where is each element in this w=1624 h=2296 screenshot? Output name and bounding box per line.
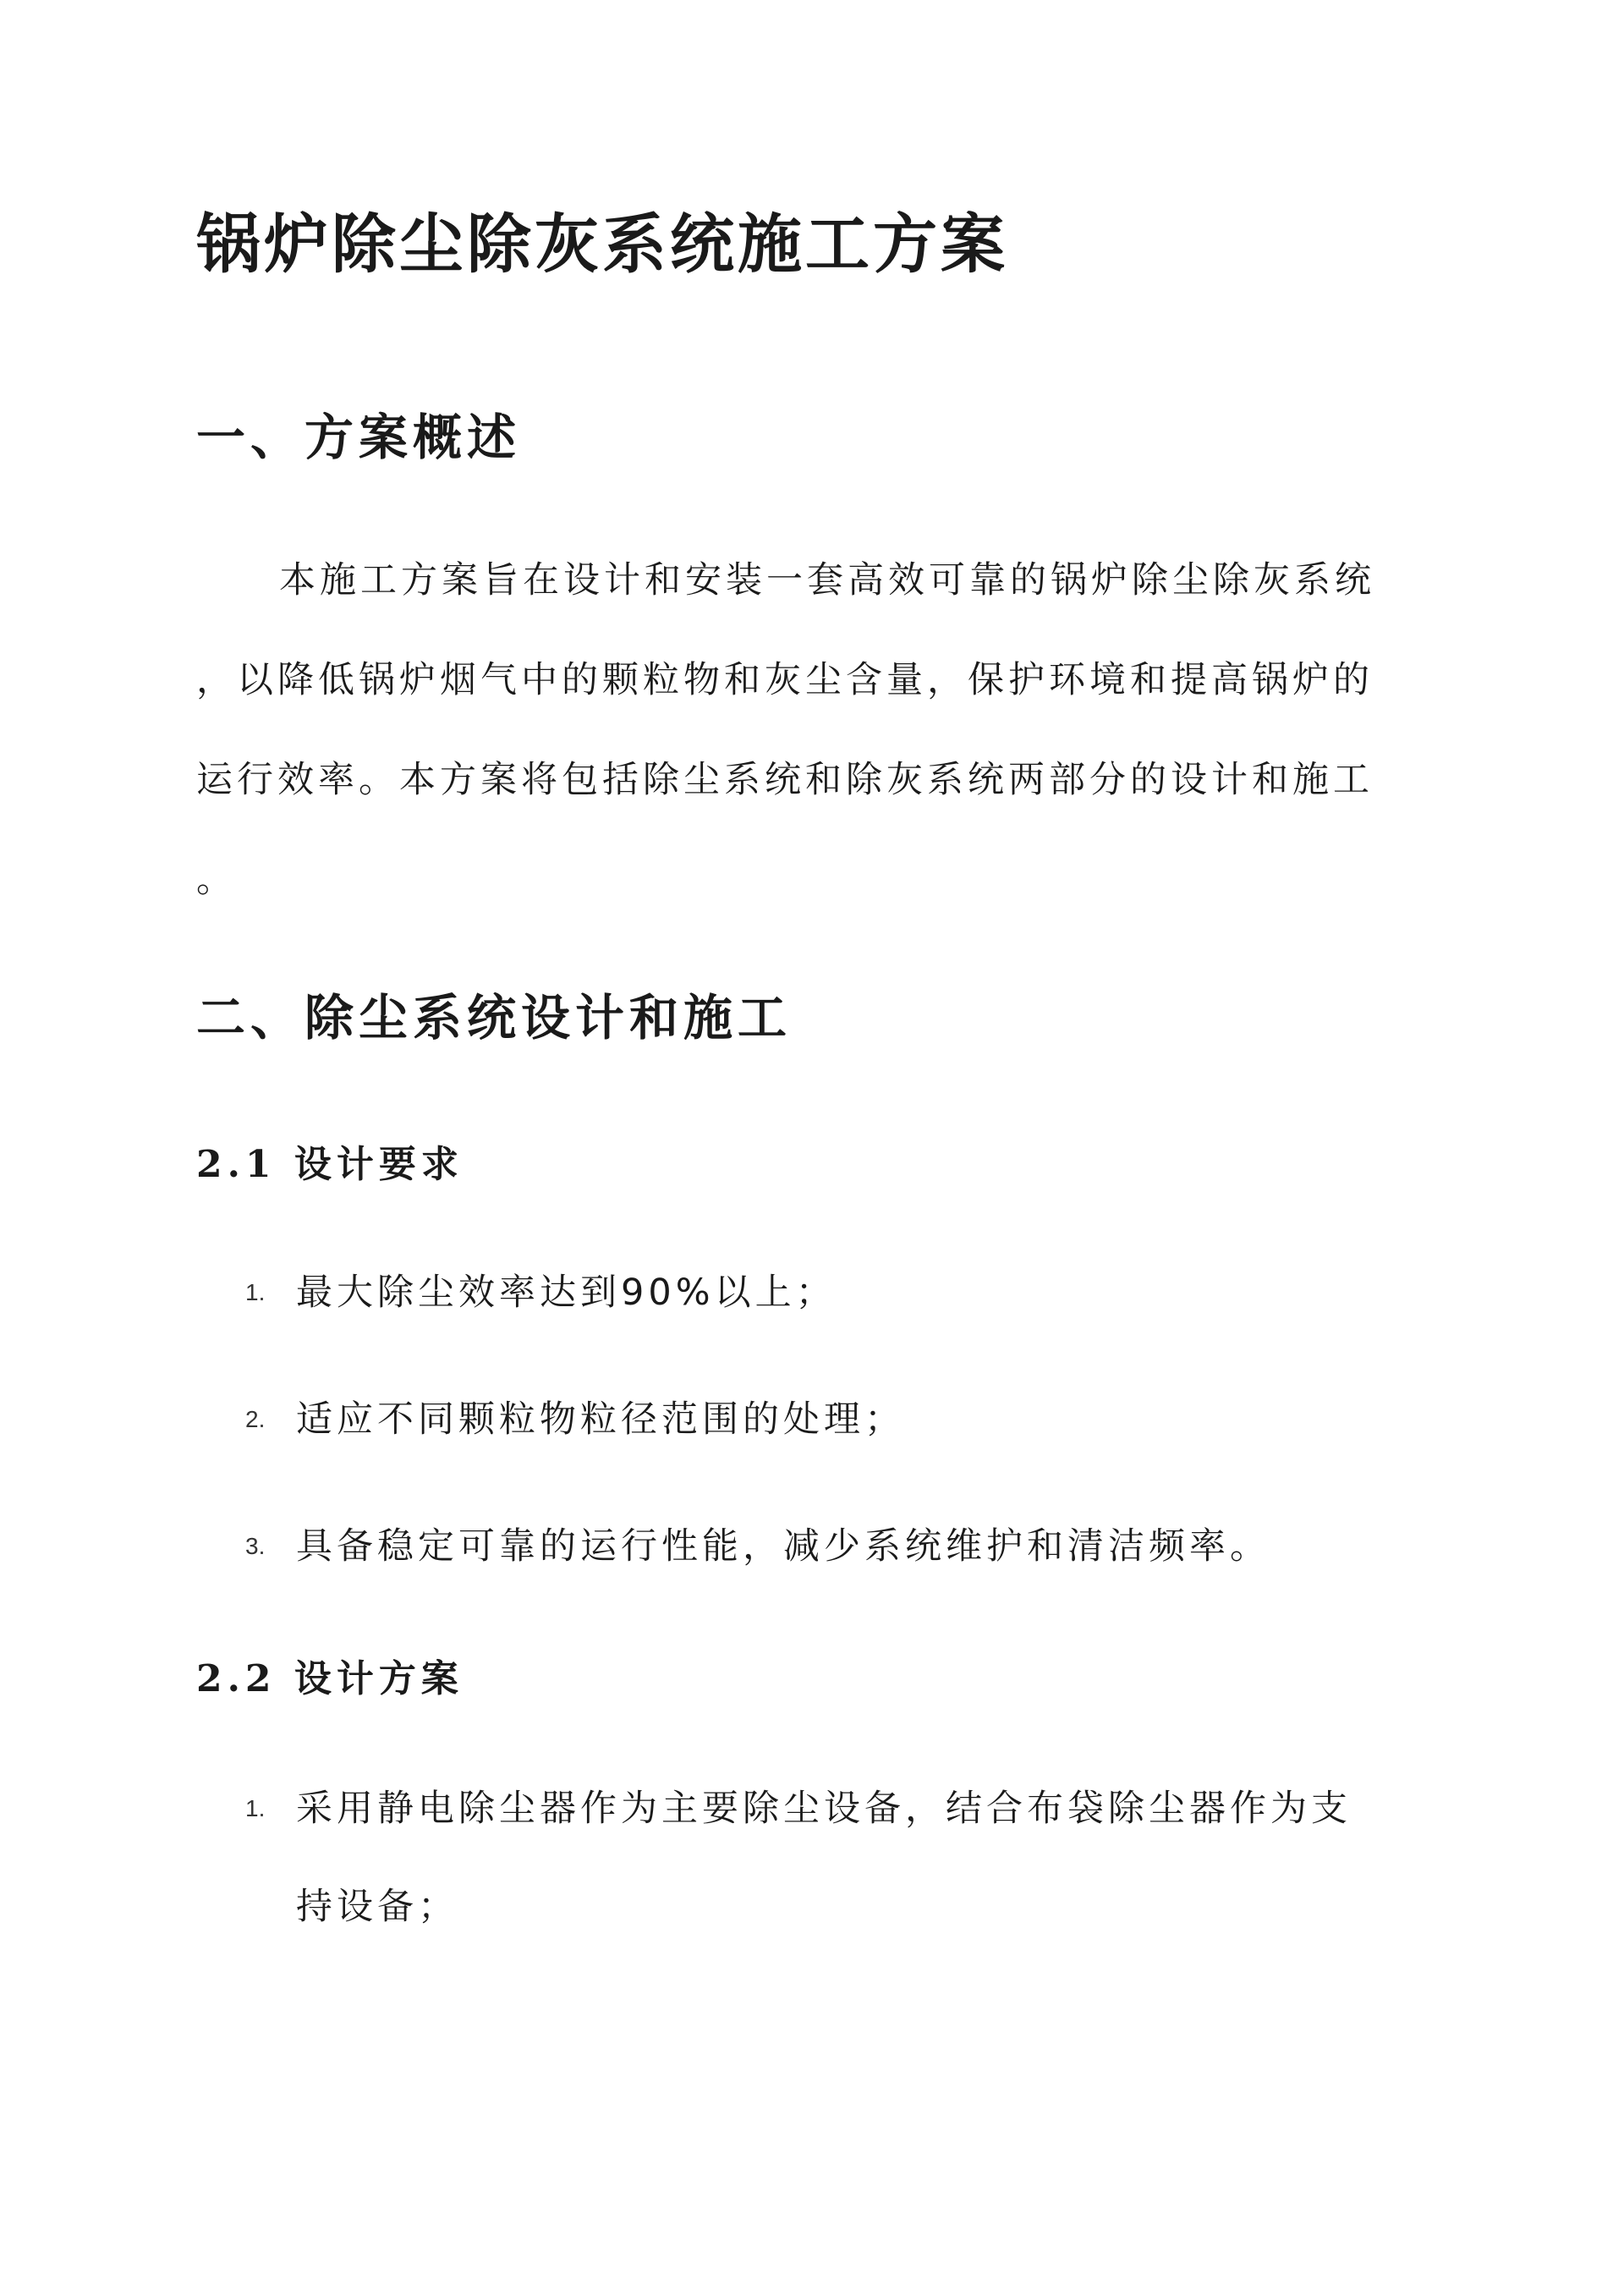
subsection-2-2-heading: 2.2 设计方案 (196, 1657, 464, 1700)
list-number: 2. (245, 1406, 266, 1432)
list-text: 采用静电除尘器作为主要除尘设备，结合布袋除尘器作为支 (296, 1788, 1352, 1830)
paragraph-line: 运行效率。本方案将包括除尘系统和除灰系统两部分的设计和施工 (196, 759, 1374, 801)
list-number: 1. (245, 1795, 266, 1821)
list-number: 1. (245, 1279, 266, 1305)
list-text-continuation: 持设备； (296, 1886, 458, 1928)
list-text: 适应不同颗粒物粒径范围的处理； (296, 1398, 905, 1441)
paragraph-line: 本施工方案旨在设计和安装一套高效可靠的锅炉除尘除灰系统 (279, 559, 1375, 601)
list-text: 最大除尘效率达到90%以上； (296, 1272, 837, 1314)
list-number: 3. (245, 1533, 266, 1559)
paragraph-line: ，以降低锅炉烟气中的颗粒物和灰尘含量，保护环境和提高锅炉的 (196, 659, 1374, 701)
paragraph-line: 。 (196, 859, 237, 901)
subsection-2-1-heading: 2.1 设计要求 (196, 1143, 464, 1186)
section-2-heading: 二、除尘系统设计和施工 (196, 989, 793, 1046)
document-title: 锅炉除尘除灰系统施工方案 (196, 206, 1008, 282)
list-text: 具备稳定可靠的运行性能，减少系统维护和清洁频率。 (296, 1525, 1270, 1568)
section-1-heading: 一、方案概述 (196, 409, 522, 466)
